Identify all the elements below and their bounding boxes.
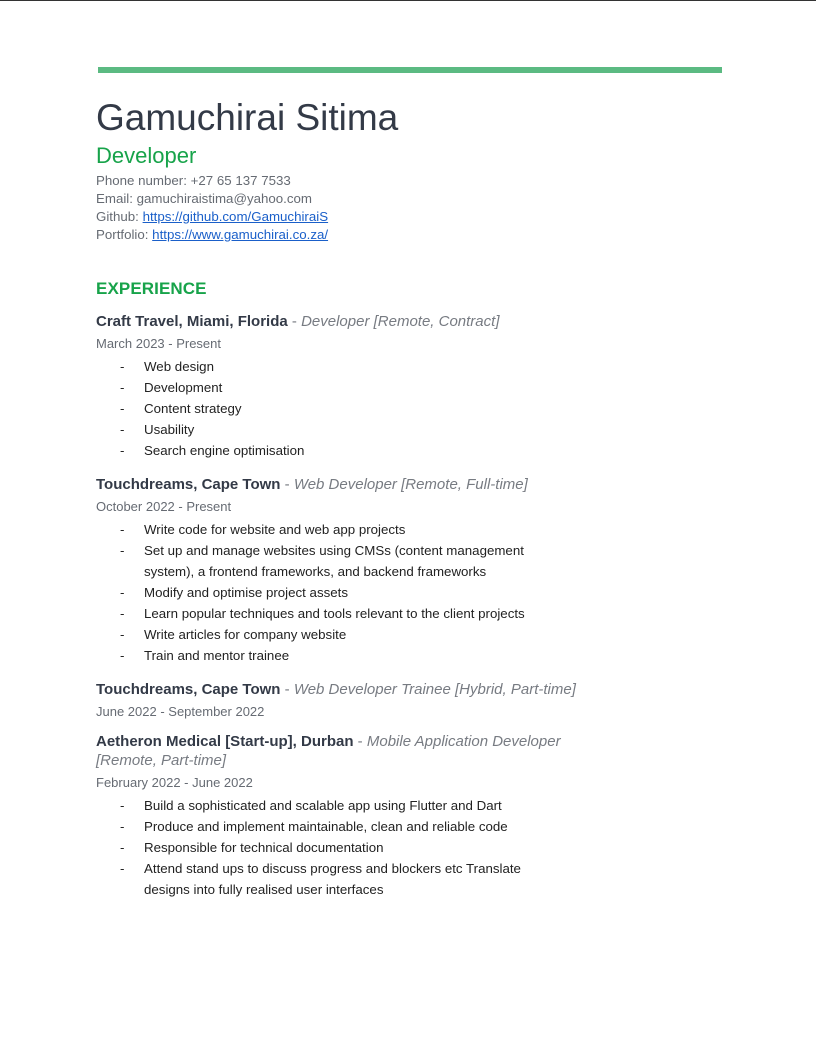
contact-phone (96, 172, 736, 190)
duty-item (96, 398, 564, 419)
job-dates: June 2022 - September 2022 (96, 704, 265, 719)
job-separator: - (287, 313, 302, 330)
github-link[interactable]: https://github.com/GamuchiraiS (142, 209, 329, 224)
job-company: Touchdreams, Cape Town (96, 476, 281, 493)
bullet-dash: - (120, 585, 125, 600)
job-separator: - (353, 733, 367, 750)
duty-text: Usability (144, 422, 195, 437)
page-top-border (0, 0, 816, 1)
duty-item (96, 624, 564, 645)
duty-text: Write code for website and web app projects (144, 522, 406, 537)
duty-item (96, 795, 564, 816)
portfolio-link[interactable]: https://www.gamuchirai.co.za/ (152, 227, 329, 242)
bullet-dash: - (120, 648, 125, 663)
duty-item (96, 419, 564, 440)
duty-item (96, 582, 564, 603)
duty-item (96, 816, 564, 837)
bullet-dash: - (120, 380, 125, 395)
bullet-dash: - (120, 522, 125, 537)
duty-item (96, 540, 564, 582)
job-entry (96, 732, 736, 900)
duty-item (96, 837, 564, 858)
job-position: Web Developer Trainee [Hybrid, Part-time] (293, 681, 576, 698)
resume-role: Developer (96, 143, 197, 168)
job-entry (96, 475, 736, 666)
duty-item (96, 858, 564, 900)
bullet-dash: - (120, 819, 125, 834)
bullet-dash: - (120, 359, 125, 374)
job-position: Web Developer [Remote, Full-time] (293, 476, 528, 493)
resume-page (96, 92, 736, 900)
job-position: Developer [Remote, Contract] (301, 313, 500, 330)
contact-github (96, 208, 736, 226)
duty-item (96, 519, 564, 540)
duty-text: Content strategy (144, 401, 242, 416)
resume-name: Gamuchirai Sitima (96, 97, 399, 138)
duty-text: Write articles for company website (144, 627, 347, 642)
job-title-line (96, 312, 596, 331)
bullet-dash: - (120, 606, 125, 621)
bullet-dash: - (120, 422, 125, 437)
duty-text: Learn popular techniques and tools relevant to the client projects (144, 606, 525, 621)
duty-item (96, 603, 564, 624)
duty-text: Produce and implement maintainable, clean and reliable code (144, 819, 508, 834)
job-position: Mobile Application Developer [Remote, Part-time] (96, 733, 561, 769)
job-dates: March 2023 - Present (96, 336, 222, 351)
job-duties-list (96, 795, 736, 900)
bullet-dash: - (120, 840, 125, 855)
email-label: Email: (96, 191, 137, 206)
duty-text: Set up and manage websites using CMSs (content management system), a frontend frameworks, and backend frameworks (144, 543, 524, 579)
duty-text: Responsible for technical documentation (144, 840, 384, 855)
bullet-dash: - (120, 861, 125, 876)
duty-text: Train and mentor trainee (144, 648, 290, 663)
contact-portfolio (96, 226, 736, 244)
duty-text: Modify and optimise project assets (144, 585, 348, 600)
duty-text: Attend stand ups to discuss progress and blockers etc Translate designs into fully realised user interfaces (144, 861, 521, 897)
portfolio-label: Portfolio: (96, 227, 153, 242)
bullet-dash: - (120, 798, 125, 813)
bullet-dash: - (120, 443, 125, 458)
bullet-dash: - (120, 401, 125, 416)
duty-item (96, 645, 564, 666)
duty-text: Development (144, 380, 223, 395)
job-dates: October 2022 - Present (96, 499, 232, 514)
duty-text: Search engine optimisation (144, 443, 305, 458)
job-dates: February 2022 - June 2022 (96, 775, 253, 790)
job-title-line (96, 680, 596, 699)
duty-item (96, 356, 564, 377)
github-label: Github: (96, 209, 143, 224)
job-company: Aetheron Medical [Start-up], Durban (96, 733, 354, 750)
phone-value: +27 65 137 7533 (190, 173, 291, 188)
job-separator: - (280, 476, 294, 493)
duty-item (96, 440, 564, 461)
duty-item (96, 377, 564, 398)
job-duties-list (96, 519, 736, 666)
experience-heading: EXPERIENCE (96, 279, 207, 298)
job-company: Craft Travel, Miami, Florida (96, 313, 288, 330)
job-entry (96, 680, 736, 720)
phone-label: Phone number: (96, 173, 191, 188)
duty-text: Web design (144, 359, 214, 374)
duty-text: Build a sophisticated and scalable app using Flutter and Dart (144, 798, 502, 813)
job-entry (96, 312, 736, 461)
job-title-line (96, 732, 596, 770)
job-separator: - (280, 681, 294, 698)
bullet-dash: - (120, 543, 125, 558)
email-value: gamuchiraistima@yahoo.com (136, 191, 312, 206)
contact-email (96, 190, 736, 208)
header-accent-bar (98, 67, 722, 73)
bullet-dash: - (120, 627, 125, 642)
job-company: Touchdreams, Cape Town (96, 681, 281, 698)
job-duties-list (96, 356, 736, 461)
job-title-line (96, 475, 596, 494)
